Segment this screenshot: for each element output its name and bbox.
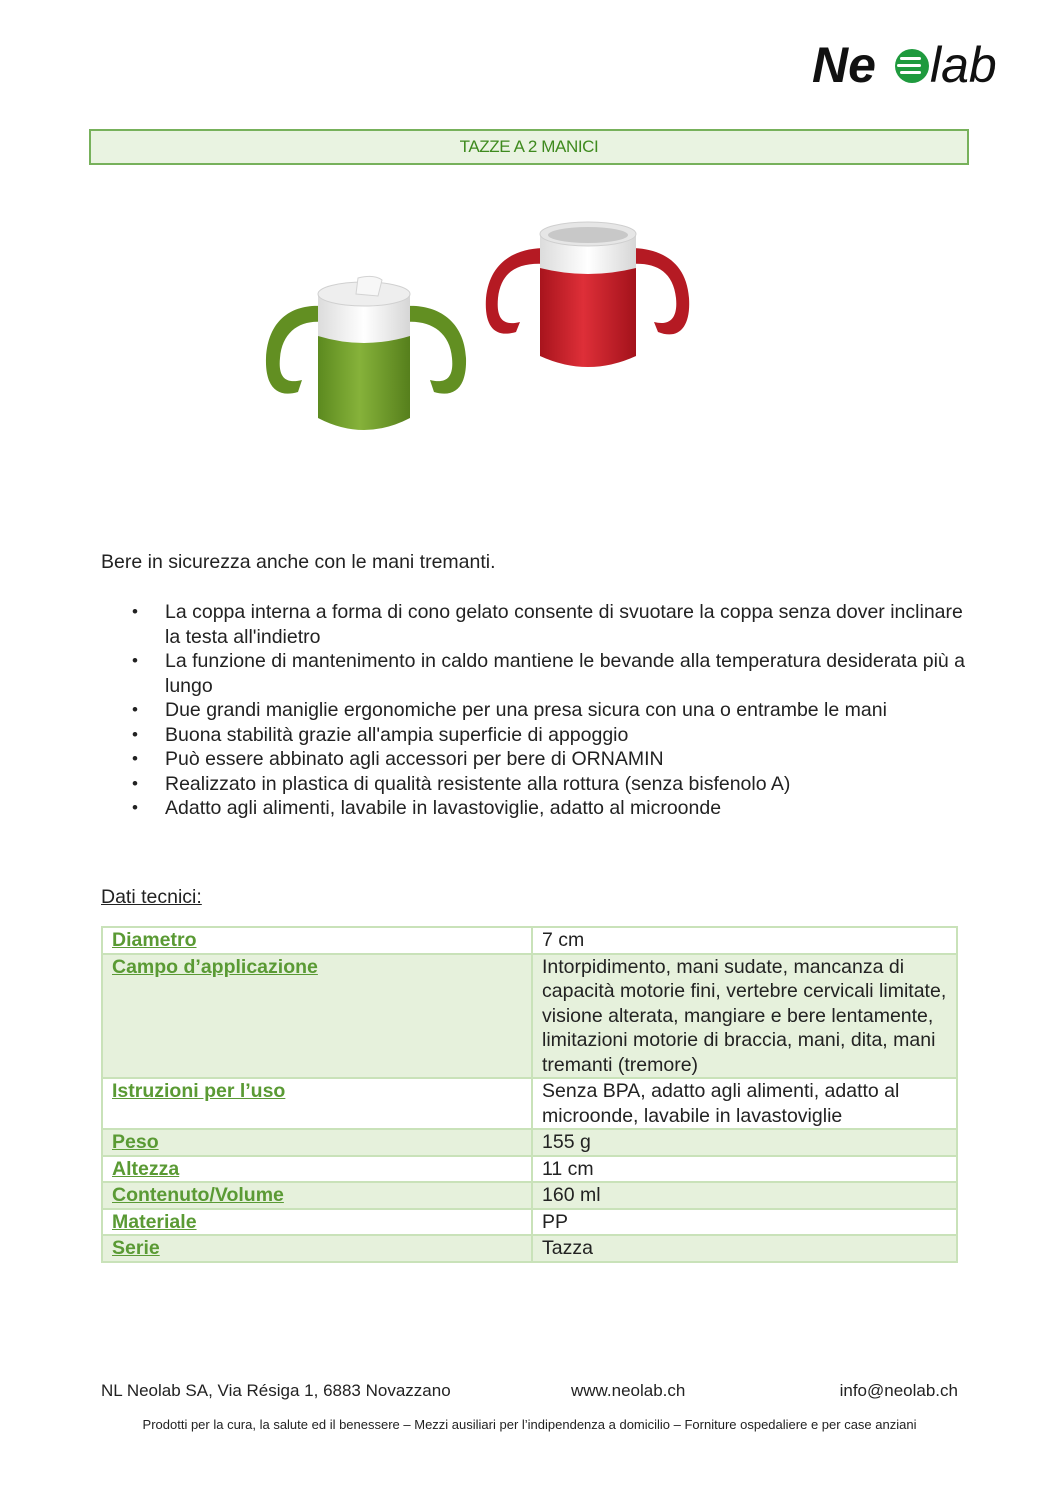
spec-label: Materiale [102, 1209, 532, 1236]
footer-email-link[interactable]: info@neolab.ch [839, 1381, 958, 1400]
spec-label: Campo d’applicazione [102, 954, 532, 1079]
spec-value: Intorpidimento, mani sudate, mancanza di capacità motorie fini, vertebre cervicali limitate, visione alterata, mangiare e bere lentamente, limitazioni motorie di braccia, mani, dita, mani tremanti (tremore) [532, 954, 957, 1079]
list-item: • La funzione di mantenimento in caldo mantiene le bevande alla temperatura desiderata più a lungo [165, 649, 971, 698]
list-item: • Buona stabilità grazie all'ampia superficie di appoggio [165, 723, 971, 748]
table-row [102, 954, 957, 1079]
spec-label: Peso [102, 1129, 532, 1156]
table-row [102, 927, 957, 954]
list-item: • La coppa interna a forma di cono gelato consente di svuotare la coppa senza dover inclinare la testa all'indietro [165, 600, 971, 649]
spec-value: 7 cm [532, 927, 957, 954]
list-item: • Realizzato in plastica di qualità resistente alla rottura (senza bisfenolo A) [165, 772, 971, 797]
spec-label: Diametro [102, 927, 532, 954]
table-row [102, 1209, 957, 1236]
green-cup [266, 276, 466, 430]
spec-label: Serie [102, 1235, 532, 1262]
spec-value: Tazza [532, 1235, 957, 1262]
neolab-logo [812, 34, 1012, 94]
table-row [102, 1235, 957, 1262]
list-item: • Può essere abbinato agli accessori per bere di ORNAMIN [165, 747, 971, 772]
spec-label: Altezza [102, 1156, 532, 1183]
spec-value: 155 g [532, 1129, 957, 1156]
footer-tagline: Prodotti per la cura, la salute ed il benessere – Mezzi ausiliari per l’indipendenza a domicilio – Forniture ospedaliere e per case anziani [142, 1417, 917, 1432]
spec-label: Istruzioni per l’uso [102, 1078, 532, 1129]
footer-address: NL Neolab SA, Via Résiga 1, 6883 Novazzano [101, 1381, 451, 1400]
specs-table [101, 926, 958, 1263]
logo-text-right: lab [930, 37, 997, 93]
table-row [102, 1156, 957, 1183]
spec-value: 11 cm [532, 1156, 957, 1183]
spec-value: Senza BPA, adatto agli alimenti, adatto al microonde, lavabile in lavastoviglie [532, 1078, 957, 1129]
table-row [102, 1129, 957, 1156]
logo-text-left: Ne [812, 37, 876, 93]
intro-text: Bere in sicurezza anche con le mani tremanti. [101, 551, 496, 573]
product-image [258, 208, 698, 448]
spec-value: 160 ml [532, 1182, 957, 1209]
table-row [102, 1078, 957, 1129]
red-cup [486, 222, 689, 367]
page-title-box [89, 129, 969, 165]
table-row [102, 1182, 957, 1209]
feature-list [101, 600, 971, 821]
list-item: • Adatto agli alimenti, lavabile in lavastoviglie, adatto al microonde [165, 796, 971, 821]
spec-label: Contenuto/Volume [102, 1182, 532, 1209]
list-item: • Due grandi maniglie ergonomiche per una presa sicura con una o entrambe le mani [165, 698, 971, 723]
spec-value: PP [532, 1209, 957, 1236]
page-title: TAZZE A 2 MANICI [459, 137, 599, 156]
logo-circle-icon [895, 49, 929, 83]
specs-heading: Dati tecnici: [101, 886, 202, 908]
footer-website-link[interactable]: www.neolab.ch [571, 1381, 686, 1400]
